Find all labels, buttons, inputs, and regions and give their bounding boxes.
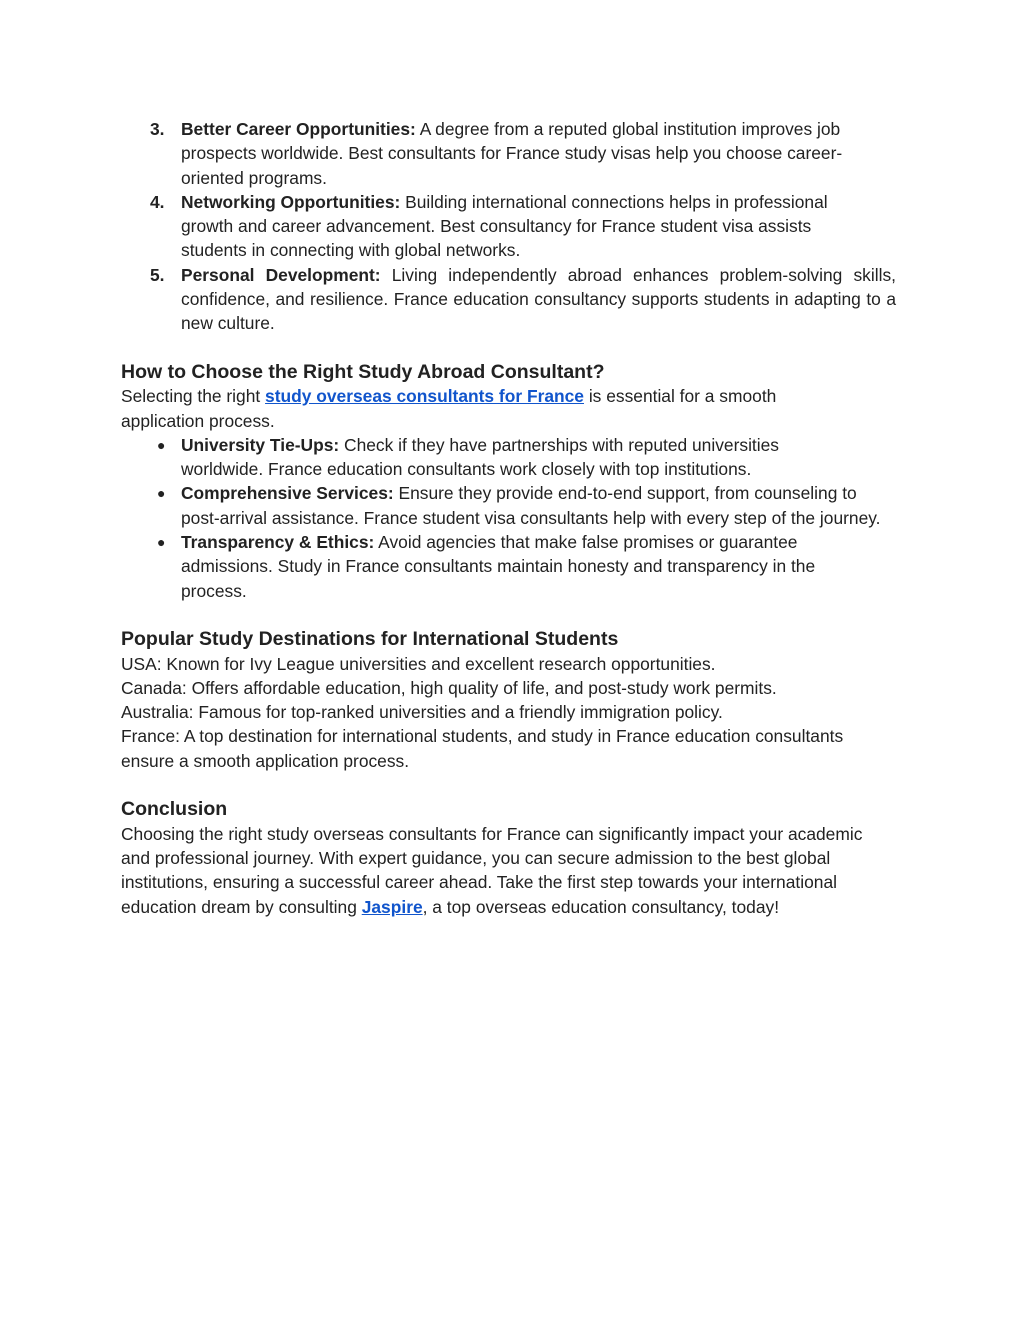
list-item-title: Comprehensive Services:: [181, 483, 394, 504]
section-heading: Conclusion: [121, 798, 228, 821]
criteria-bullet-list: [121, 433, 896, 603]
conclusion-paragraph: [121, 822, 891, 919]
destination-line: Canada: Offers affordable education, high quality of life, and post-study work permits.: [121, 677, 777, 698]
list-item: [121, 530, 896, 603]
destination-line: USA: Known for Ivy League universities and excellent research opportunities.: [121, 653, 716, 674]
list-item: [121, 263, 896, 336]
list-item: [121, 481, 896, 530]
list-item-title: University Tie-Ups:: [181, 434, 340, 455]
destinations-section: [121, 627, 896, 773]
list-number: 3.: [150, 119, 165, 139]
list-item-text: [181, 190, 871, 263]
destination-line: France: A top destination for international students, and study in France education consultants ensure a smooth application process.: [121, 726, 844, 771]
list-item-body: Ensure they provide end-to-end support, from counseling to post-arrival assistance. France student visa consultants help with every step of the journey.: [181, 483, 881, 528]
list-item-text: [181, 117, 861, 190]
destination-line: Australia: Famous for top-ranked universities and a friendly immigration policy.: [121, 702, 723, 723]
list-item-text: [181, 481, 896, 530]
list-item-body: Living independently abroad enhances problem-solving skills, confidence, and resilience. France education consultancy supports students in adapting to a new culture.: [181, 264, 896, 334]
list-item: [121, 117, 896, 190]
list-item-title: Transparency & Ethics:: [181, 532, 375, 553]
list-item-body: Building international connections helps in professional growth and career advancement. Best consultancy for France student visa assists students in connecting with global networks.: [181, 191, 828, 261]
conclusion-section: [121, 797, 896, 918]
jaspire-link[interactable]: Jaspire: [361, 896, 423, 917]
section-heading: Popular Study Destinations for International Students: [121, 628, 619, 651]
list-item: [121, 190, 896, 263]
intro-text: Selecting the right: [121, 386, 266, 407]
list-number: 5.: [150, 264, 165, 285]
intro-text: is essential for a smooth application process.: [121, 386, 777, 431]
choose-consultant-section: [121, 360, 896, 603]
conclusion-text: Choosing the right study overseas consultants for France can significantly impact your academic and professional journey. With expert guidance, you can secure admission to the best global institutions, ensuring a successful career ahead. Take the first step towards your international education dream by consulting: [121, 823, 863, 917]
list-item-text: [181, 433, 821, 482]
list-item-text: [181, 263, 896, 336]
benefits-numbered-list: [121, 117, 896, 336]
list-item-text: [181, 530, 861, 603]
list-item-title: Personal Development:: [181, 264, 381, 285]
bullet-icon: ●: [157, 436, 166, 453]
conclusion-text: , a top overseas education consultancy, today!: [422, 896, 780, 917]
consultants-link[interactable]: study overseas consultants for France: [265, 386, 584, 407]
list-item: [121, 433, 896, 482]
section-intro: [121, 384, 821, 433]
list-item-title: Networking Opportunities:: [181, 191, 401, 212]
section-heading: How to Choose the Right Study Abroad Consultant?: [121, 360, 605, 383]
list-item-body: A degree from a reputed global institution improves job prospects worldwide. Best consultants for France study visas help you choose career-oriented programs.: [181, 119, 843, 188]
document-page: [121, 117, 896, 919]
list-item-body: Avoid agencies that make false promises or guarantee admissions. Study in France consultants maintain honesty and transparency in the process.: [181, 532, 816, 601]
bullet-icon: ●: [157, 485, 166, 502]
list-item-body: Check if they have partnerships with reputed universities worldwide. France education consultants work closely with top institutions.: [181, 434, 779, 480]
list-number: 4.: [150, 191, 165, 212]
bullet-icon: ●: [157, 534, 166, 551]
list-item-title: Better Career Opportunities:: [181, 119, 416, 139]
